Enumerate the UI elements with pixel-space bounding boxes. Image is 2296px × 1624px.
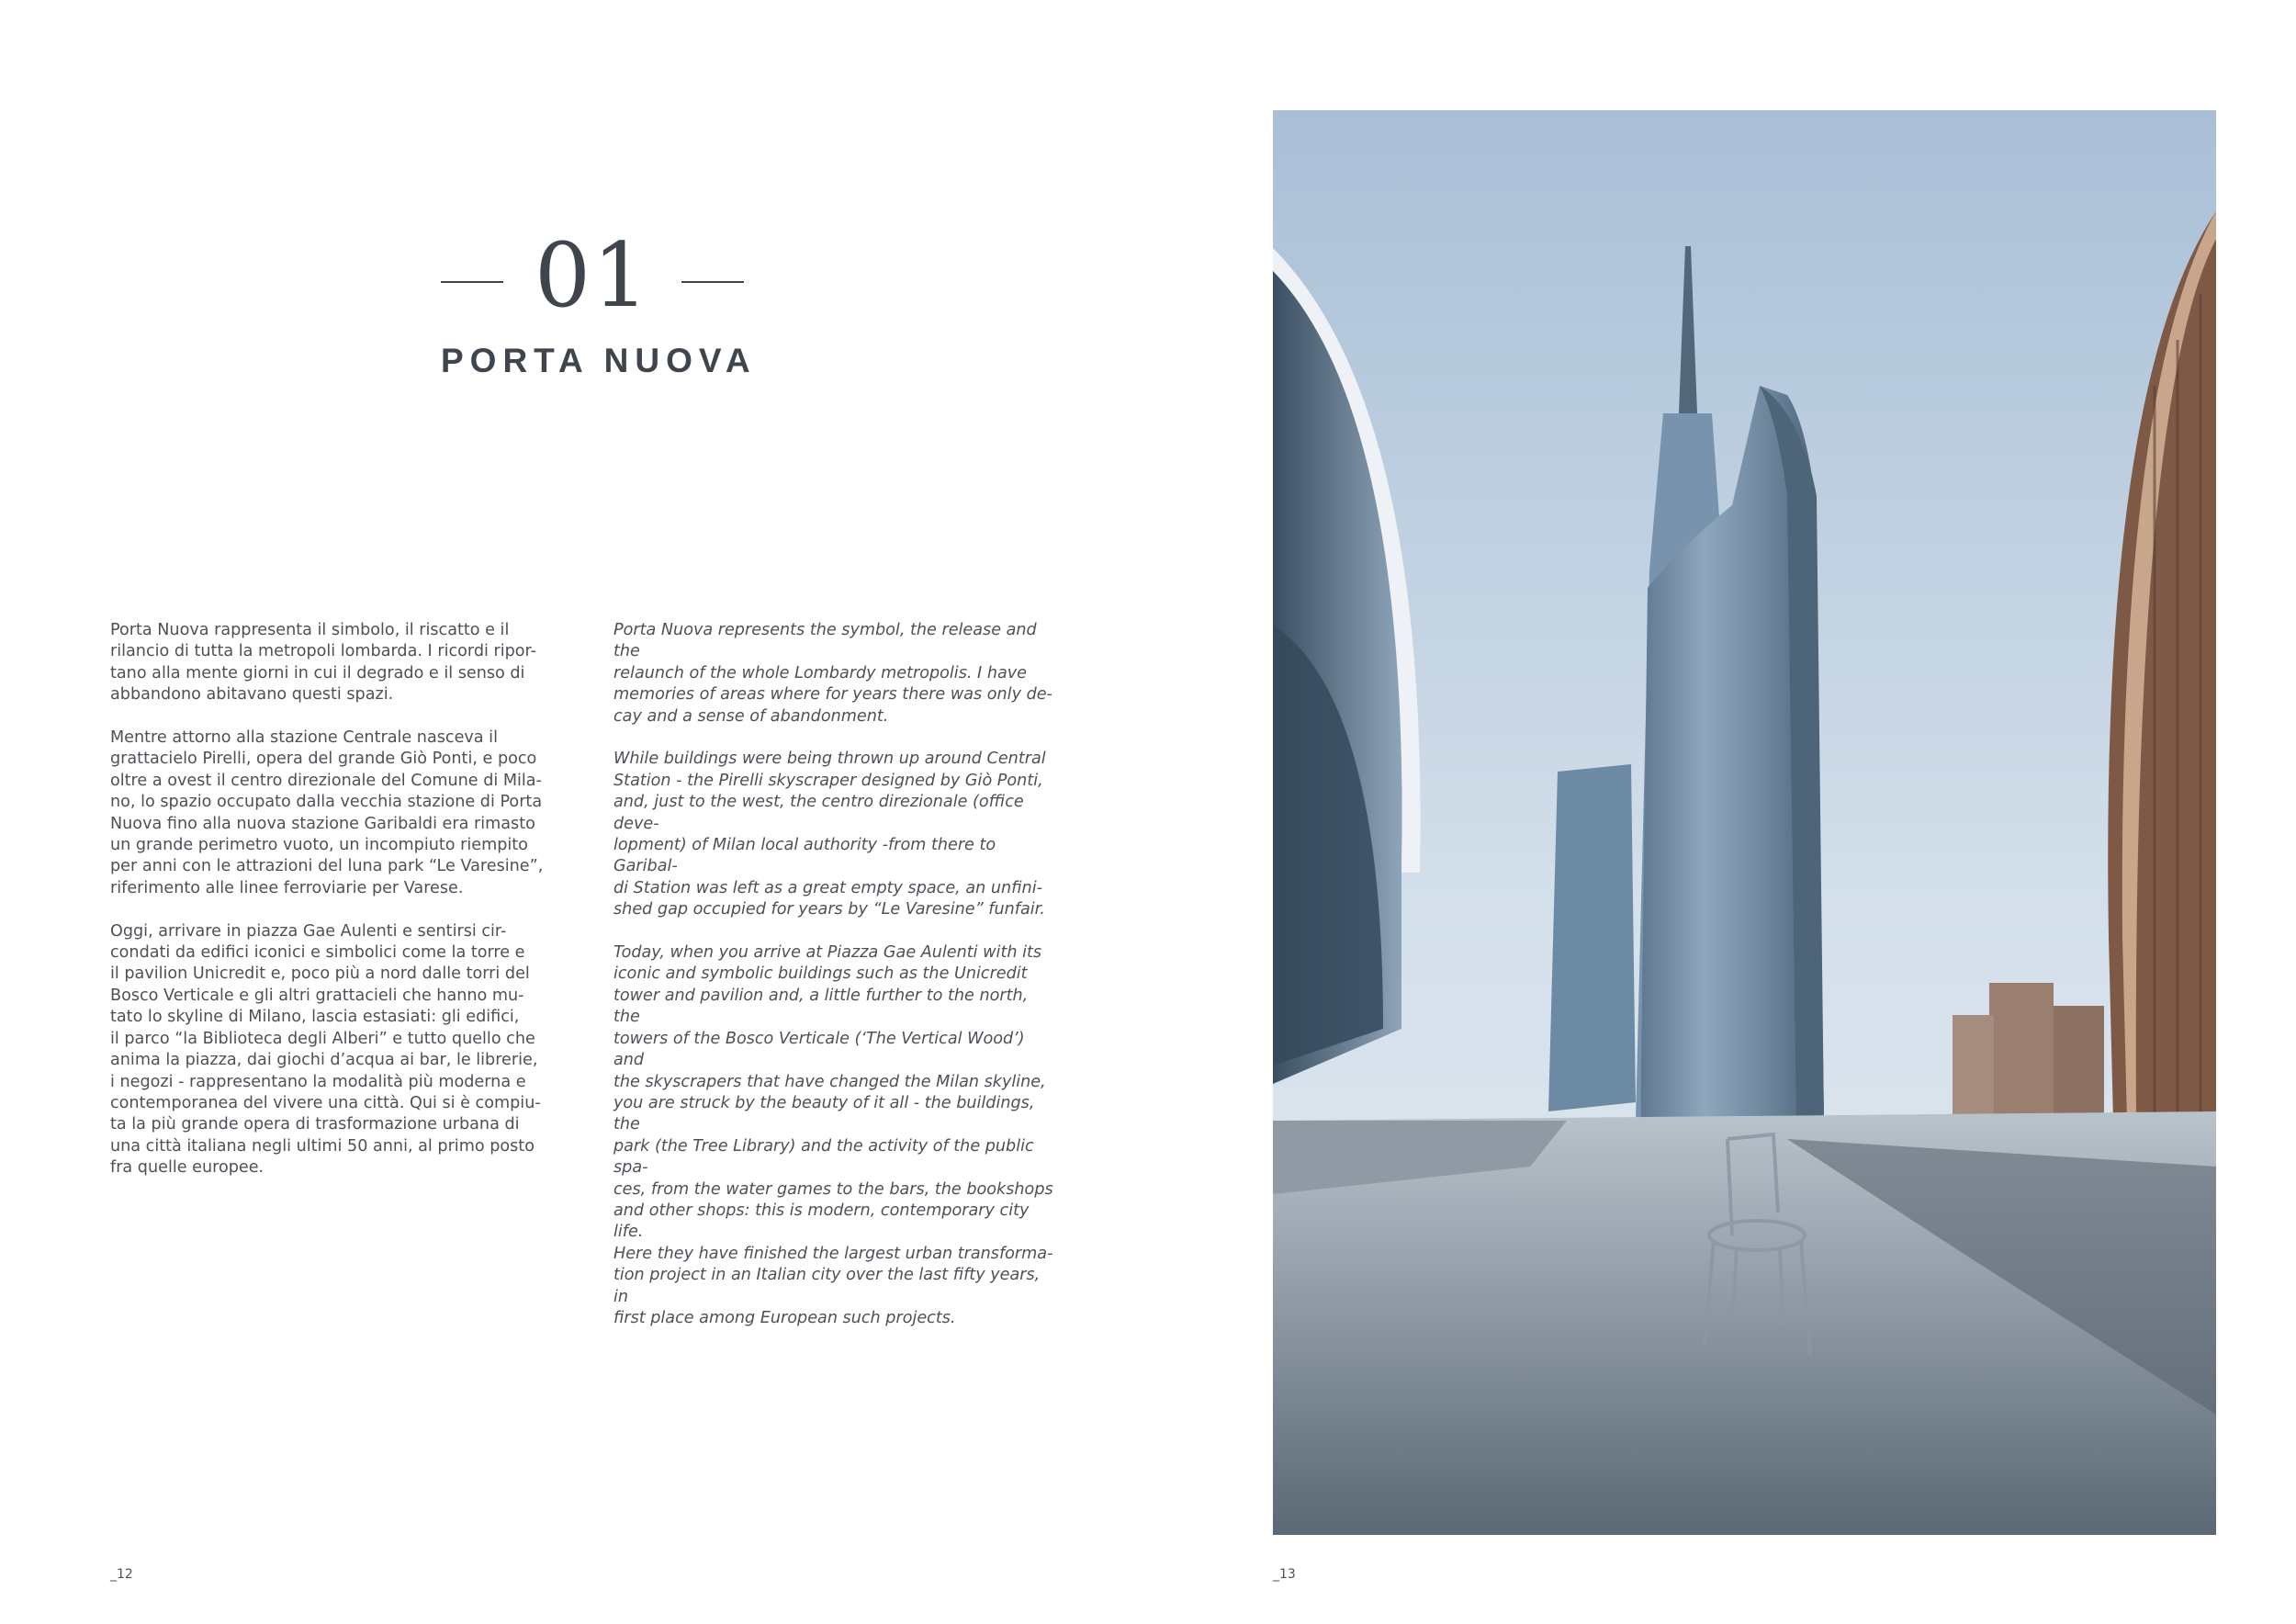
english-paragraph: While buildings were being thrown up around Central Station - the Pirelli skyscraper designed by Giò Ponti, and, just to the west, the centro direzionale (office deve- lopment) of Milan local authority -from there to Garibal- di Station was left as a great empty space, an unfini- shed gap occupied for years by “Le Varesine” funfair. — [613, 750, 1046, 919]
photo-illustration — [1273, 110, 2216, 1535]
distant-tower — [1548, 764, 1636, 1111]
italian-text-column — [110, 620, 551, 1201]
chapter-number: 01 — [535, 224, 651, 327]
page-number-right: _13 — [1273, 1567, 1296, 1582]
italian-paragraph: Porta Nuova rappresenta il simbolo, il riscatto e il rilancio di tutta la metropoli lombarda. I ricordi ripor- tano alla mente giorni in cui il degrado e il senso di abbandono abitavano questi spazi. — [110, 621, 536, 705]
rule-right — [681, 281, 744, 283]
italian-paragraph: Oggi, arrivare in piazza Gae Aulenti e sentirsi cir- condati da edifici iconici e simbolici come la torre e il pavilion Unicredit e, poco più a nord dalle torri del Bosco Verticale e gli altri grattacieli che hanno mu- tato lo skyline di Milano, lascia estasiati: gli edifici, il parco “la Biblioteca degli Alberi” e tutto quello che anima la piazza, dai giochi d’acqua ai bar, le librerie, i negozi - rappresentano la modalità più moderna e contemporanea del vivere una città. Qui si è compiu- ta la più grande opera di trasformazione urbana di una città italiana negli ultimi 50 anni, al primo posto fra quelle europee. — [110, 921, 541, 1178]
italian-paragraph: Mentre attorno alla stazione Centrale nasceva il grattacielo Pirelli, opera del grande Giò Ponti, e poco oltre a ovest il centro direzionale del Comune di Mila- no, lo spazio occupato dalla vecchia stazione di Porta Nuova fino alla nuova stazione Garibaldi era rimasto un grande perimetro vuoto, un incompiuto riempito per anni con le attrazioni del luna park “Le Varesine”, riferimento alle linee ferroviarie per Varese. — [110, 728, 544, 897]
english-paragraph: Porta Nuova represents the symbol, the release and the relaunch of the whole Lombardy metropolis. I have memories of areas where for years there was only de- cay and a sense of abandonment. — [613, 621, 1052, 726]
chapter-title: PORTA NUOVA — [441, 342, 757, 379]
chapter-heading — [441, 225, 827, 326]
porta-nuova-photo — [1273, 110, 2216, 1535]
page-number-left: _12 — [110, 1567, 133, 1582]
english-paragraph: Today, when you arrive at Piazza Gae Aulenti with its iconic and symbolic buildings such as the Unicredit tower and pavilion and, a little further to the north, the towers of the Bosco Verticale (‘The Vertical Wood’) and the skyscrapers that have changed the Milan skyline, you are struck by the beauty of it all - the buildings, the park (the Tree Library) and the activity of the public spa- ces, from the water games to the bars, the bookshops and other shops: this is modern, contemporary city life. Here they have finished the largest urban transforma- tion project in an Italian city over the last fifty years, in first place among European such projects. — [613, 943, 1053, 1327]
rule-left — [441, 281, 503, 283]
english-text-column — [613, 620, 1054, 1351]
